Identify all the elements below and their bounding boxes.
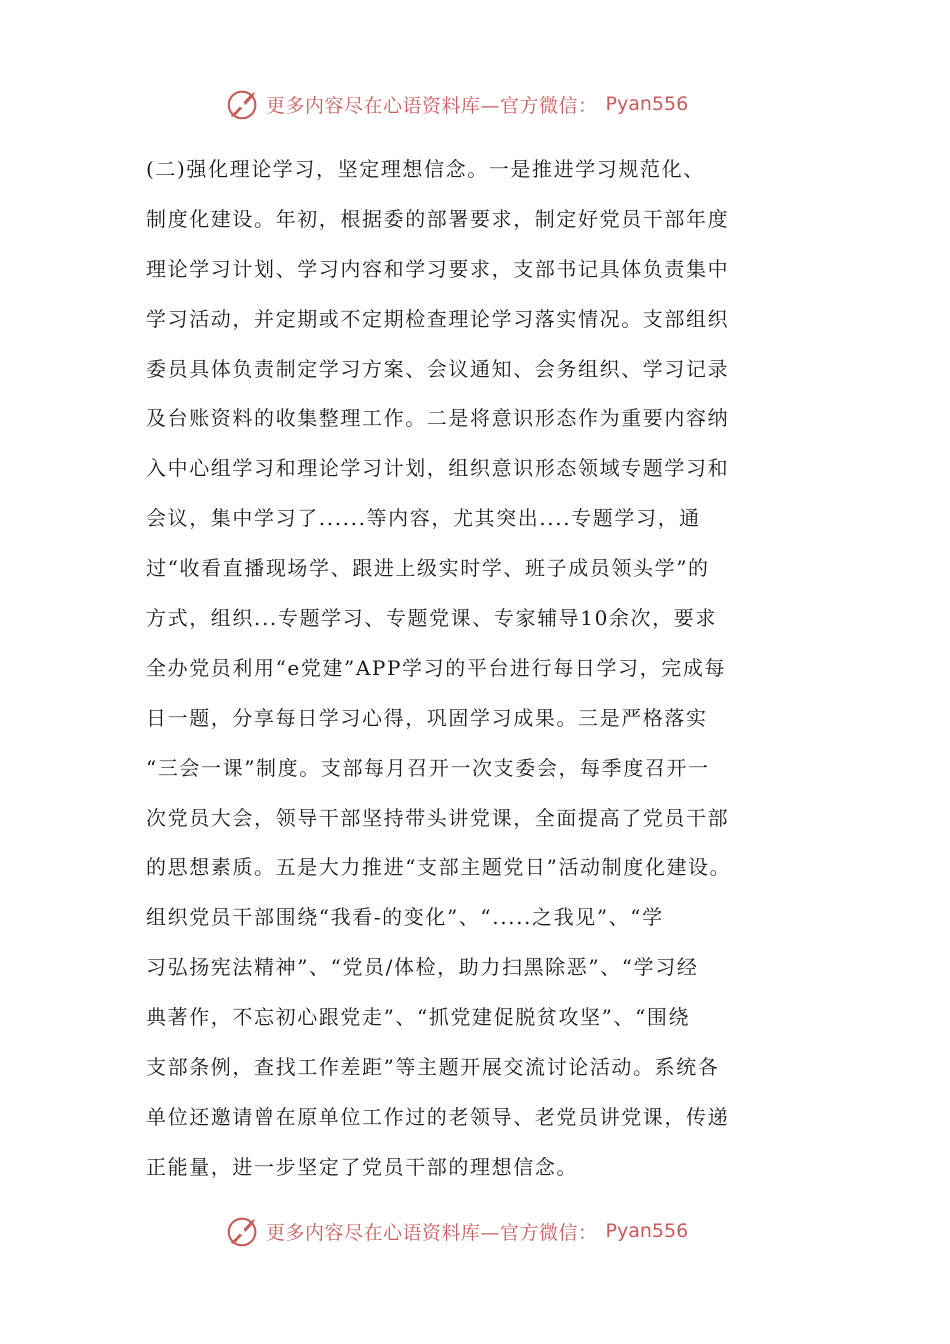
paragraph-line: 习弘扬宪法精神”、“党员/体检，助力扫黑除恶”、“学习经 bbox=[146, 955, 699, 980]
footer-watermark bbox=[224, 1211, 688, 1251]
watermark-text: 更多内容尽在心语资料库—官方微信： bbox=[266, 94, 598, 117]
paragraph-line: 入中心组学习和理论学习计划，组织意识形态领域专题学习和 bbox=[146, 456, 730, 481]
header-watermark bbox=[224, 84, 688, 124]
paragraph-line: 委员具体负责制定学习方案、会议通知、会务组织、学习记录 bbox=[146, 356, 730, 381]
paragraph-line: “三会一课”制度。支部每月召开一次支委会，每季度召开一 bbox=[146, 755, 710, 780]
paragraph-line: (二)强化理论学习，坚定理想信念。一是推进学习规范化、 bbox=[146, 157, 705, 181]
paragraph-line: 正能量，进一步坚定了党员干部的理想信念。 bbox=[146, 1154, 578, 1179]
paragraph-line: 全办党员利用“e党建”APP学习的平台进行每日学习，完成每 bbox=[146, 655, 727, 680]
watermark-text: 更多内容尽在心语资料库—官方微信： bbox=[266, 1221, 598, 1244]
paragraph-line: 典著作，不忘初心跟党走”、“抓党建促脱贫攻坚”、“围绕 bbox=[146, 1005, 691, 1030]
paragraph-line: 学习活动，并定期或不定期检查理论学习落实情况。支部组织 bbox=[146, 306, 730, 331]
paragraph-line: 过“收看直播现场学、跟进上级实时学、班子成员领头学”的 bbox=[146, 556, 710, 581]
paragraph-line: 会议，集中学习了......等内容，尤其突出....专题学习，通 bbox=[146, 506, 701, 531]
paragraph-line: 日一题，分享每日学习心得，巩固学习成果。三是严格落实 bbox=[146, 705, 708, 730]
paragraph-line: 单位还邀请曾在原单位工作过的老领导、老党员讲党课，传递 bbox=[146, 1104, 730, 1129]
paragraph-line: 及台账资料的收集整理工作。二是将意识形态作为重要内容纳 bbox=[146, 406, 730, 431]
paragraph-line: 方式，组织...专题学习、专题党课、专家辅导10余次，要求 bbox=[146, 606, 717, 631]
paragraph-line: 制度化建设。年初，根据委的部署要求，制定好党员干部年度 bbox=[146, 206, 730, 231]
watermark-wechat-id: Pyan556 bbox=[605, 93, 689, 115]
paragraph-line: 组织党员干部围绕“我看-的变化”、“.....之我见”、“学 bbox=[146, 905, 664, 930]
paragraph-line: 支部条例，查找工作差距”等主题开展交流讨论活动。系统各 bbox=[146, 1055, 720, 1080]
paragraph-line: 次党员大会，领导干部坚持带头讲党课，全面提高了党员干部 bbox=[146, 805, 730, 830]
pen-logo-icon bbox=[224, 85, 262, 123]
pen-logo-icon bbox=[224, 1212, 262, 1250]
paragraph-line: 理论学习计划、学习内容和学习要求，支部书记具体负责集中 bbox=[146, 256, 730, 281]
document-body bbox=[146, 145, 786, 1193]
paragraph-line: 的思想素质。五是大力推进“支部主题党日”活动制度化建设。 bbox=[146, 855, 732, 880]
watermark-wechat-id: Pyan556 bbox=[605, 1220, 689, 1242]
